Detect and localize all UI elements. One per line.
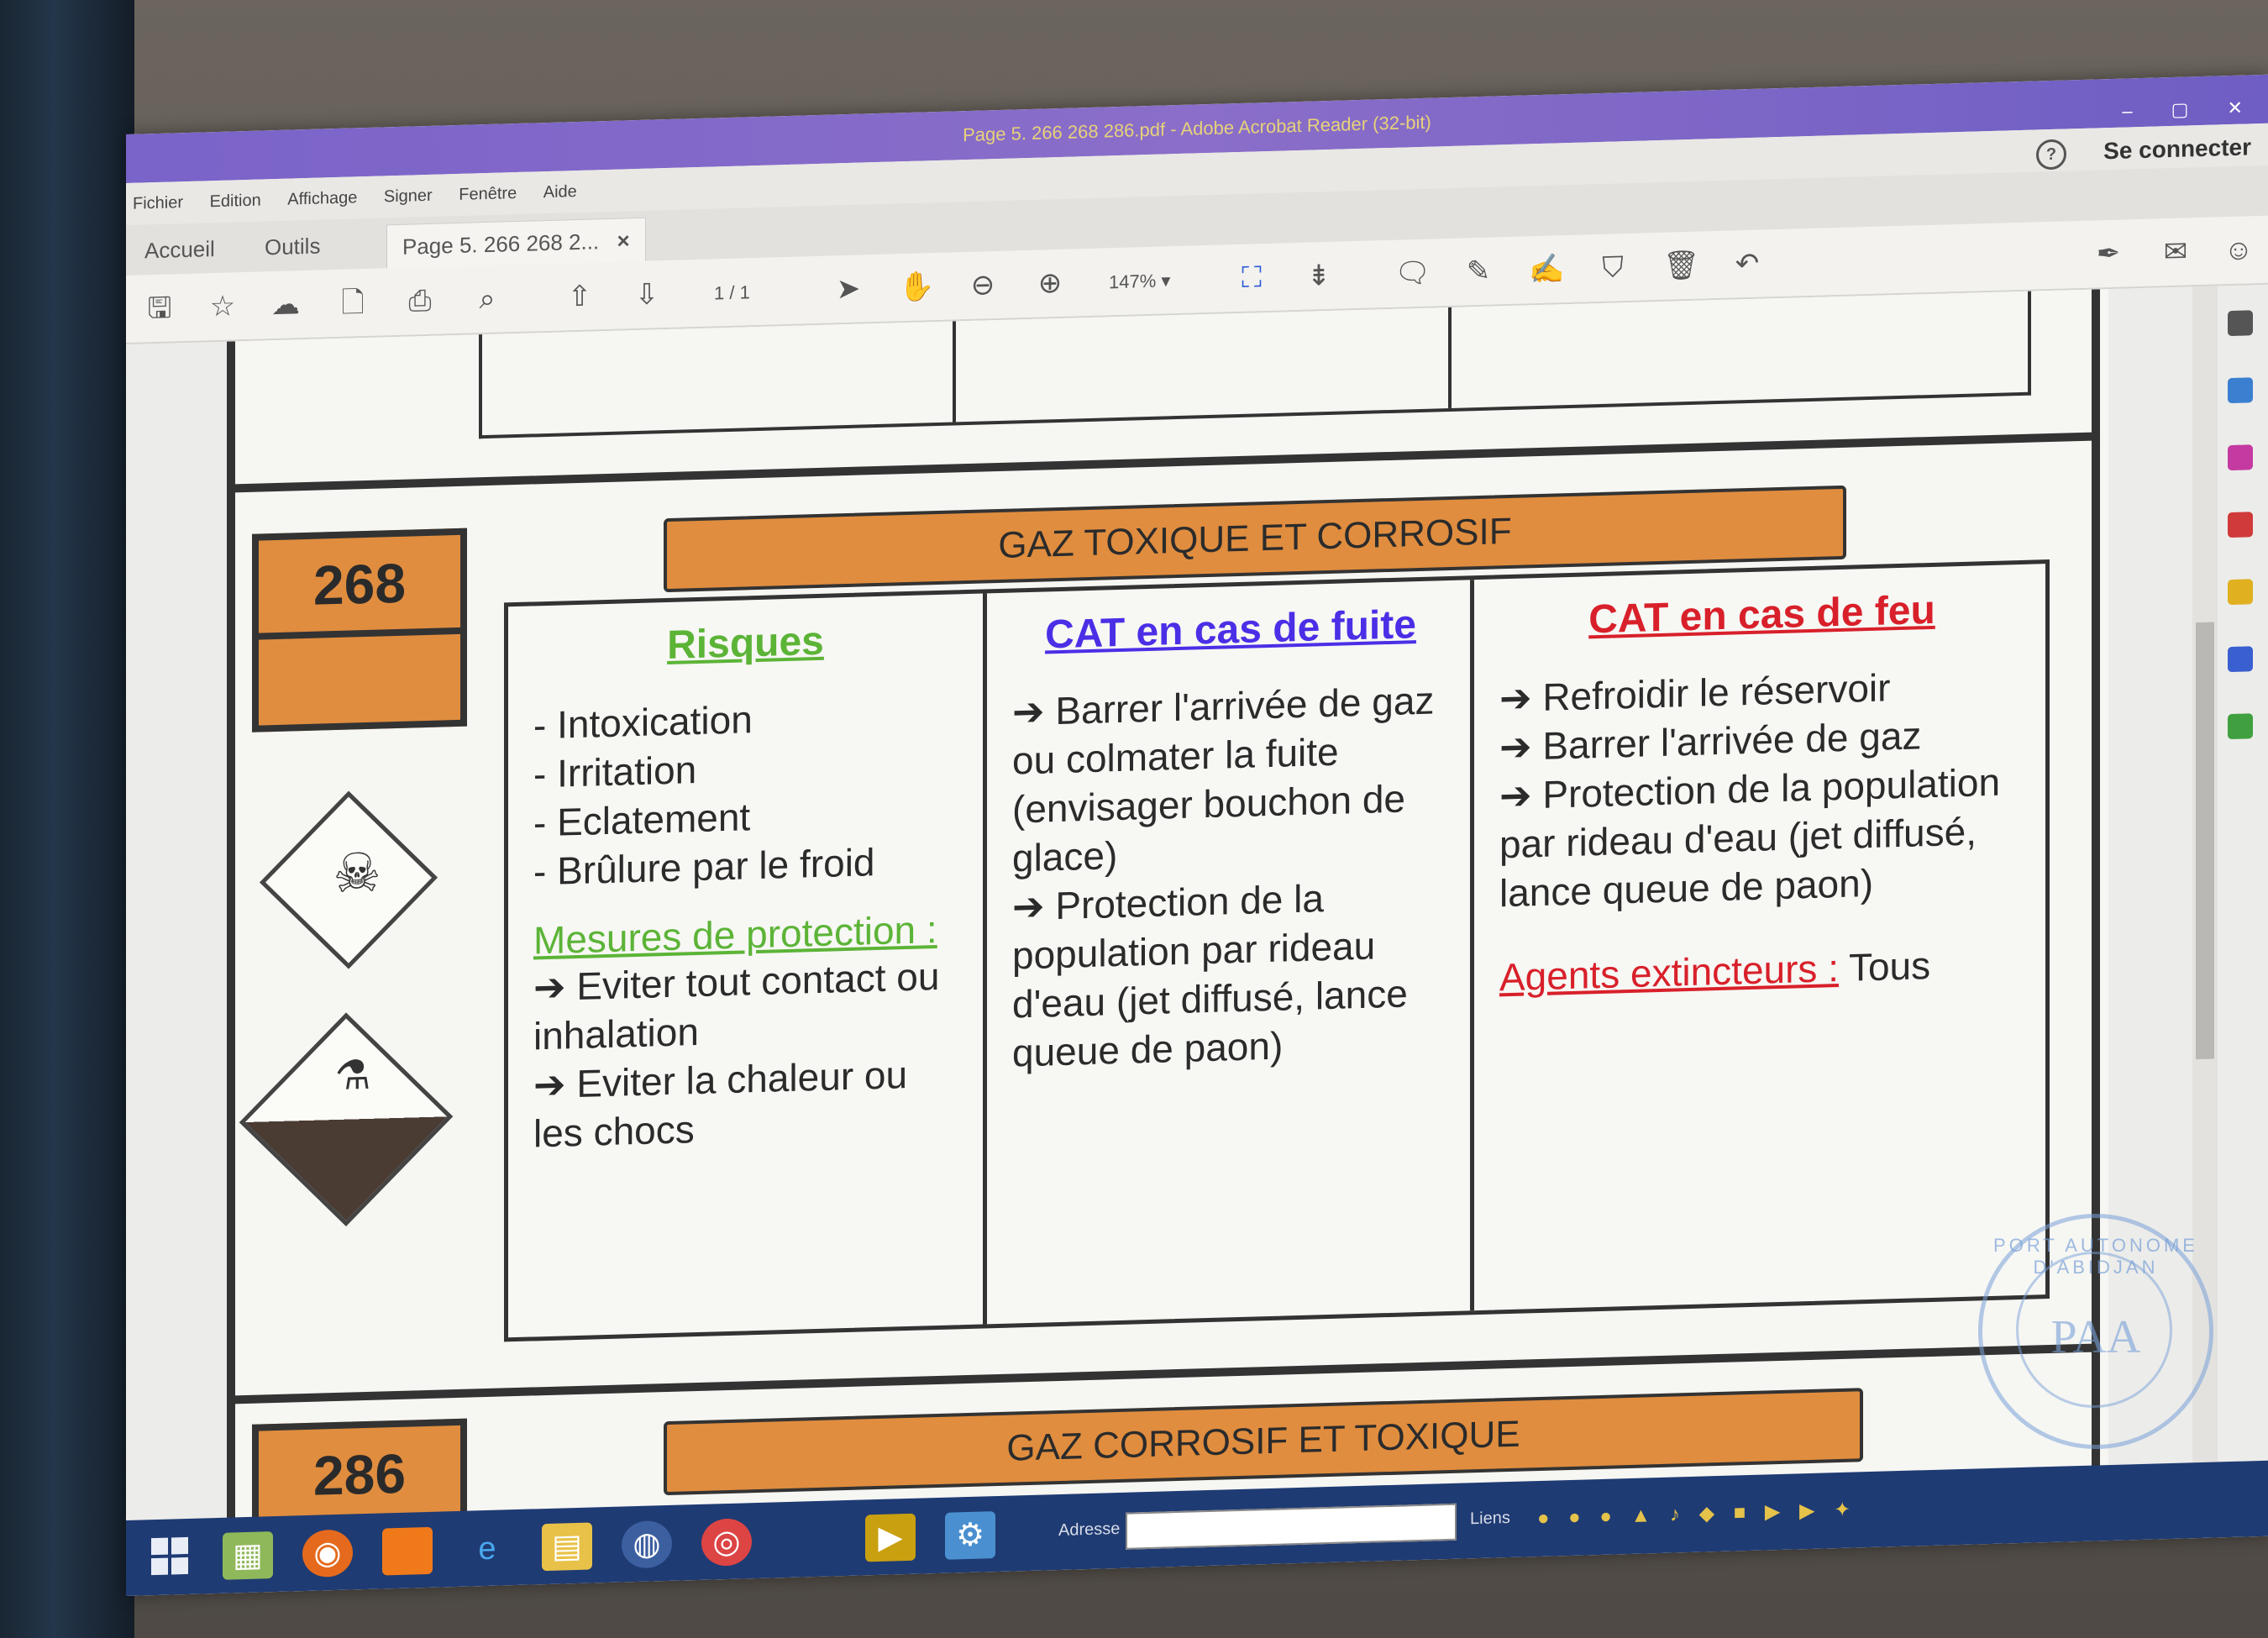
- tab-outils[interactable]: Outils: [265, 233, 321, 260]
- tab-accueil[interactable]: Accueil: [144, 236, 215, 264]
- watermark-monogram: PAA: [2050, 1311, 2141, 1363]
- windows-start-icon[interactable]: [151, 1537, 190, 1577]
- watermark-text: PORT AUTONOME D'ABIDJAN: [1993, 1235, 2198, 1278]
- hazard-title-banner-next: GAZ CORROSIF ET TOXIQUE: [664, 1388, 1863, 1495]
- projected-screen: [126, 75, 2268, 1596]
- mail-icon[interactable]: ✉: [2163, 235, 2188, 269]
- folders-icon[interactable]: ▦: [223, 1531, 273, 1580]
- undo-icon[interactable]: ↶: [1735, 247, 1760, 281]
- organize-pages-icon[interactable]: [2228, 646, 2253, 672]
- page-up-icon[interactable]: ⇧: [567, 280, 592, 313]
- feu-line: ➔ Barrer l'arrivée de gaz: [1499, 713, 1922, 769]
- save-icon[interactable]: 🖫: [147, 291, 172, 325]
- zoom-out-icon[interactable]: ⊖: [970, 269, 995, 302]
- firefox-icon[interactable]: ◉: [302, 1529, 353, 1578]
- fuite-line: ➔ Protection de la population par rideau d'eau (jet diffusé, lance queue de paon): [1012, 876, 1408, 1075]
- fit-page-icon[interactable]: ⛶: [1242, 261, 1262, 294]
- menu-fichier[interactable]: Fichier: [133, 193, 184, 213]
- risk-item: - Irritation: [533, 748, 697, 796]
- address-label: Adresse: [1058, 1519, 1121, 1540]
- edit-sign-icon[interactable]: ✒: [2096, 237, 2121, 270]
- hazard-placard-268: [252, 528, 467, 732]
- fuite-line: ➔ Barrer l'arrivée de gaz ou colmater la fuite (envisager bouchon de glace): [1012, 678, 1435, 880]
- bookmark-star-icon[interactable]: ☆: [209, 290, 236, 323]
- media-player-icon[interactable]: ▶: [865, 1514, 916, 1562]
- protection-item: ➔ Eviter tout contact ou inhalation: [533, 953, 940, 1058]
- page-current[interactable]: 1: [714, 282, 725, 304]
- select-cursor-icon[interactable]: ➤: [836, 272, 861, 306]
- menu-fenetre[interactable]: Fenêtre: [459, 184, 517, 204]
- hazard-table: [504, 559, 2050, 1341]
- export-pdf-icon[interactable]: [2228, 310, 2253, 336]
- account-icon[interactable]: ☺: [2223, 234, 2254, 267]
- feu-line: ➔ Refroidir le réservoir: [1499, 665, 1891, 721]
- zoom-value: 147%: [1109, 270, 1157, 293]
- chrome-icon[interactable]: ◎: [701, 1518, 752, 1567]
- agents-value: Tous: [1848, 942, 1931, 990]
- system-tray[interactable]: ● ● ● ▲ ♪ ◆ ■ ▶ ▶ ✦: [1537, 1498, 1858, 1530]
- column-feu: [1470, 564, 2050, 1310]
- tab-close-icon[interactable]: ×: [617, 228, 630, 254]
- fill-sign-icon[interactable]: [2228, 579, 2253, 605]
- column-risques: [508, 594, 983, 1338]
- right-tools-panel: [2218, 285, 2268, 1462]
- skull-icon: ☠: [333, 842, 381, 905]
- window-controls[interactable]: – ▢ ✕: [2122, 97, 2260, 122]
- page-indicator[interactable]: [714, 281, 750, 304]
- agents-label: Agents extincteurs :: [1499, 946, 1839, 1000]
- risk-item: - Eclatement: [533, 795, 751, 845]
- internet-explorer-icon[interactable]: e: [478, 1530, 496, 1567]
- corrosive-icon: ⚗: [334, 1053, 371, 1100]
- settings-app-icon[interactable]: ⚙: [945, 1511, 995, 1560]
- heading-fuite: CAT en cas de fuite: [1045, 602, 1416, 658]
- heading-protection: Mesures de protection :: [533, 907, 937, 963]
- menu-affichage[interactable]: Affichage: [287, 188, 358, 209]
- port-autonome-watermark: [1978, 1214, 2213, 1449]
- upload-cloud-icon[interactable]: ☁: [271, 288, 300, 322]
- comment-icon[interactable]: 🗨: [1394, 256, 1431, 290]
- placard-number: 268: [259, 535, 460, 640]
- more-tools-icon[interactable]: [2228, 713, 2253, 739]
- hazard-title-banner: GAZ TOXIQUE ET CORROSIF: [664, 486, 1846, 592]
- zoom-in-icon[interactable]: ⊕: [1037, 266, 1063, 300]
- delete-icon[interactable]: 🗑: [1663, 249, 1700, 282]
- placard-number: 286: [312, 1441, 407, 1507]
- curtain: [0, 0, 134, 1638]
- globe-icon[interactable]: ◍: [622, 1520, 672, 1569]
- hand-tool-icon[interactable]: ✋: [899, 270, 935, 304]
- stamp-icon[interactable]: ⛉: [1602, 251, 1624, 284]
- sign-in-button[interactable]: Se connecter: [2103, 134, 2251, 165]
- column-fuite: [983, 580, 1474, 1324]
- create-pdf-icon[interactable]: [2228, 377, 2253, 403]
- page-down-icon[interactable]: ⇩: [634, 278, 659, 312]
- page-total: / 1: [729, 281, 750, 303]
- risk-item: - Intoxication: [533, 697, 753, 748]
- help-icon[interactable]: ?: [2036, 139, 2066, 170]
- menu-signer[interactable]: Signer: [383, 186, 433, 207]
- scrollbar-thumb[interactable]: [2196, 622, 2214, 1060]
- scroll-mode-icon[interactable]: ⇟: [1306, 259, 1331, 292]
- document-icon[interactable]: 🗋: [341, 286, 365, 319]
- print-icon[interactable]: ⎙: [408, 284, 432, 318]
- tab-document-label: Page 5. 266 268 2...: [402, 228, 600, 260]
- feu-line: ➔ Protection de la population par rideau d'eau (jet diffusé, lance queue de paon): [1499, 759, 2001, 916]
- document-area[interactable]: [126, 286, 2192, 1520]
- pdf-page: [227, 289, 2108, 1535]
- comment-pdf-icon[interactable]: [2228, 512, 2253, 538]
- highlight-pen-icon[interactable]: ✎: [1466, 255, 1491, 288]
- links-label: Liens: [1470, 1508, 1510, 1529]
- edit-pdf-icon[interactable]: [2228, 444, 2253, 470]
- heading-risques: Risques: [667, 618, 824, 669]
- menu-aide[interactable]: Aide: [543, 182, 577, 202]
- heading-feu: CAT en cas de feu: [1588, 587, 1935, 643]
- menu-edition[interactable]: Edition: [209, 191, 261, 212]
- zoom-select[interactable]: 147% ▾: [1109, 270, 1171, 293]
- window-title: Page 5. 266 268 286.pdf - Adobe Acrobat Reader (32-bit): [963, 111, 1431, 146]
- orange-app-icon[interactable]: [382, 1527, 433, 1576]
- risk-item: - Brûlure par le froid: [533, 840, 875, 894]
- search-icon[interactable]: ⌕: [479, 282, 496, 316]
- sign-icon[interactable]: ✍: [1529, 253, 1565, 286]
- address-input[interactable]: [1126, 1504, 1457, 1550]
- protection-item: ➔ Eviter la chaleur ou les chocs: [533, 1053, 908, 1156]
- agents-extincteurs: [1499, 939, 2050, 1000]
- risk-list: [533, 689, 983, 896]
- grid-divider: [953, 321, 956, 422]
- grid-divider: [1448, 307, 1452, 408]
- file-explorer-icon[interactable]: ▤: [542, 1522, 592, 1571]
